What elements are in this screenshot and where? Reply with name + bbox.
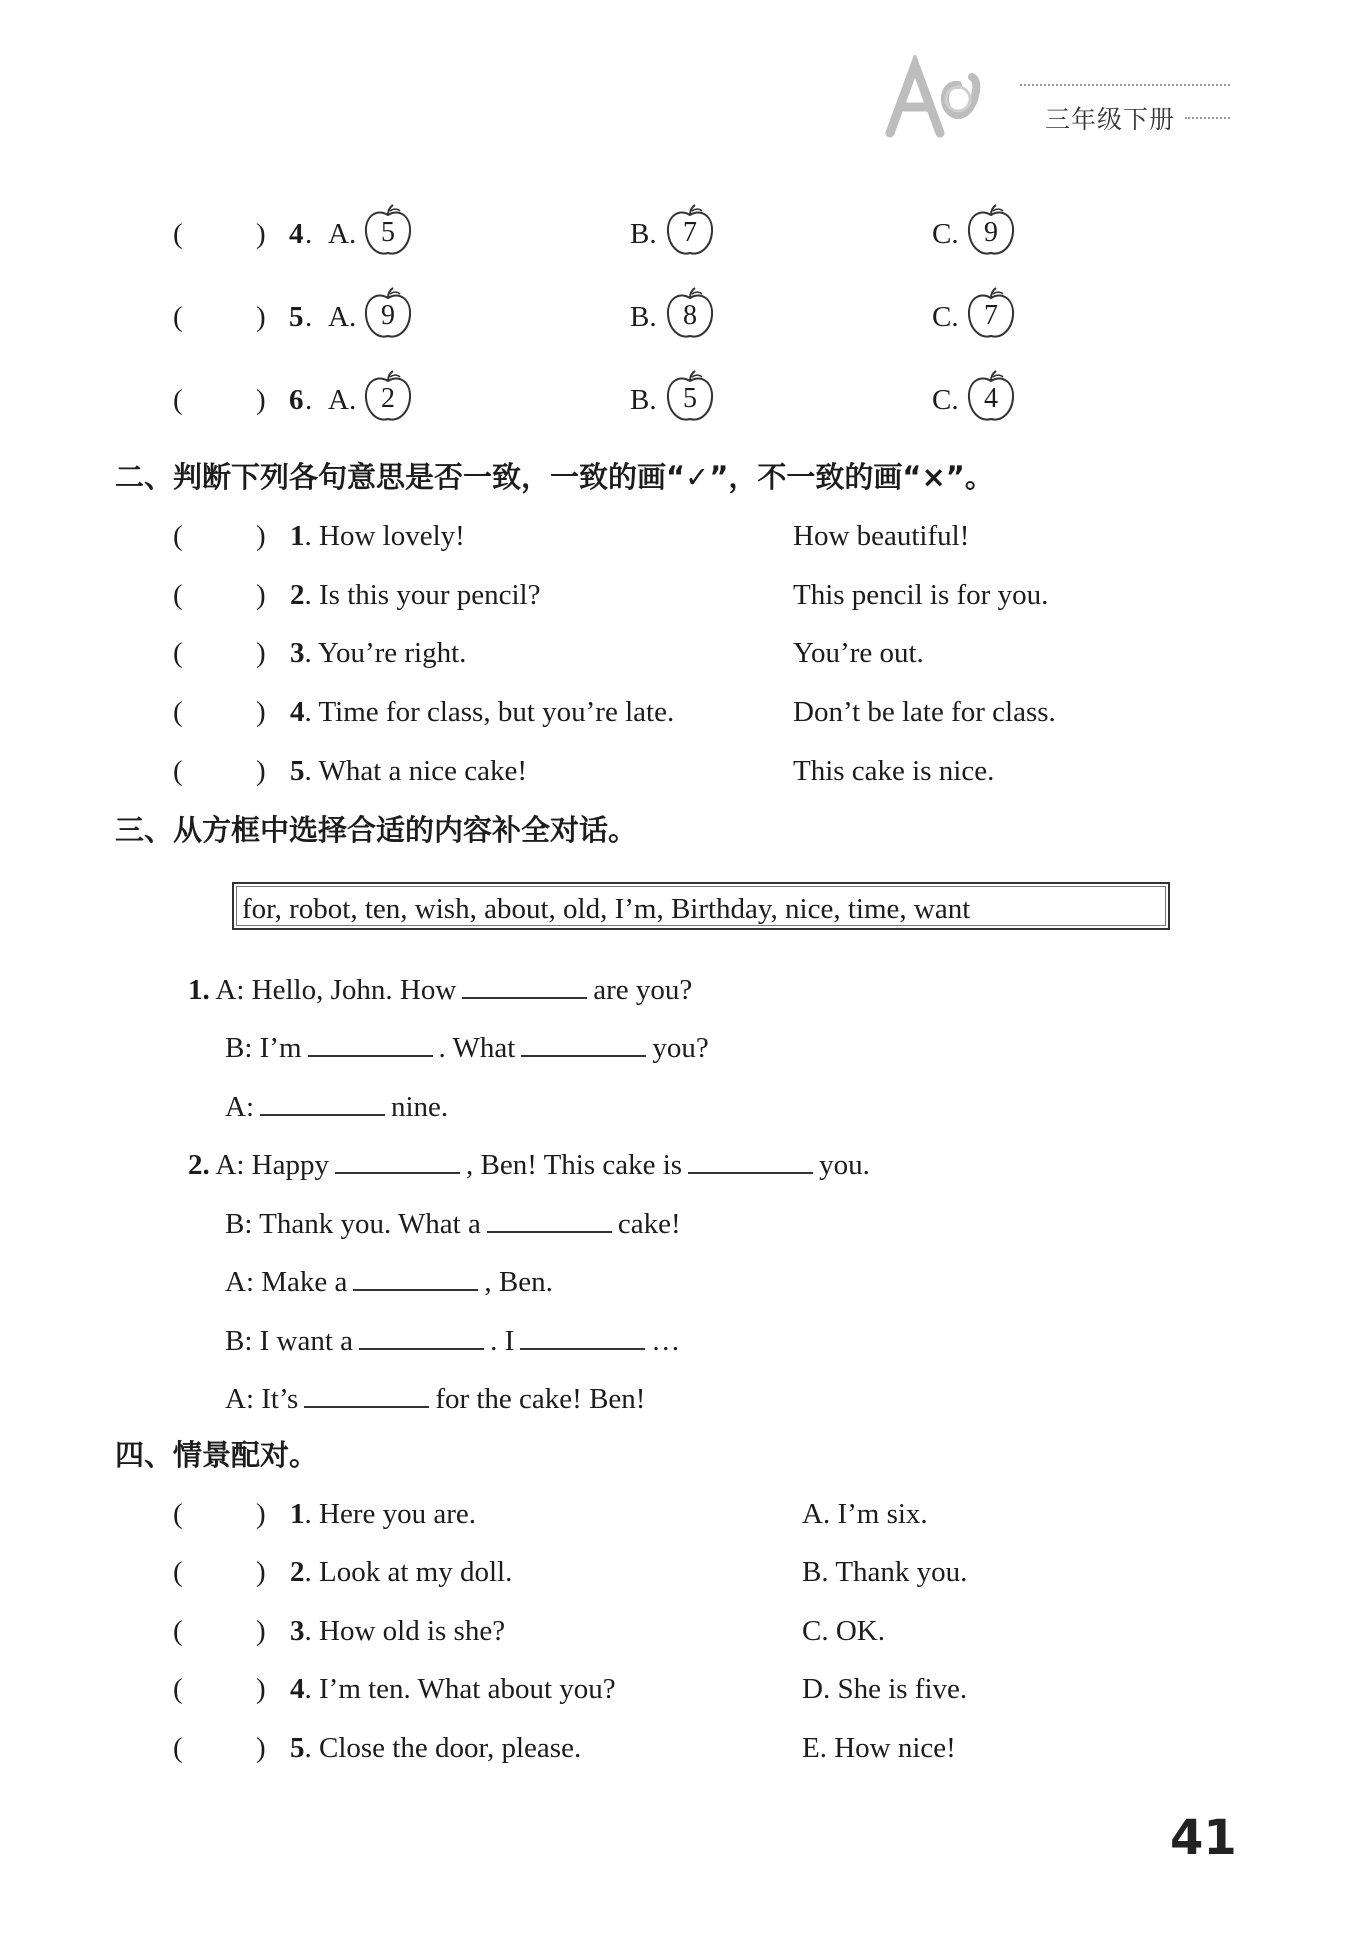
response-option: B. Thank you. — [802, 1556, 968, 1588]
apple-icon[interactable] — [363, 204, 413, 258]
paren-right: ) — [256, 1732, 266, 1764]
paren-left: ( — [173, 301, 183, 333]
apple-icon[interactable] — [966, 370, 1016, 424]
dialogue2-line5: A: It’s for the cake! Ben! — [225, 1383, 646, 1415]
apple-icon[interactable] — [665, 204, 715, 258]
option-label-b: B. — [630, 218, 657, 250]
sentence-text: . Time for class, but you’re late. — [304, 696, 675, 728]
page-number: 41 — [1170, 1810, 1237, 1866]
sentence-left — [290, 639, 466, 668]
question-number: 5 — [289, 301, 304, 333]
sentence-text: . Look at my doll. — [304, 1556, 513, 1588]
situation-text — [290, 1617, 505, 1646]
apple-icon[interactable] — [966, 204, 1016, 258]
paren-left: ( — [173, 218, 183, 250]
paren-left: ( — [173, 637, 183, 669]
answer-slot[interactable] — [190, 633, 250, 669]
grade-label: 三年级下册 — [1045, 105, 1176, 134]
paren-left: ( — [173, 696, 183, 728]
sentence-text: . You’re right. — [304, 637, 467, 669]
apple-icon[interactable] — [665, 287, 715, 341]
paren-left: ( — [173, 579, 183, 611]
paren-left: ( — [173, 755, 183, 787]
question-number: 4 — [290, 1673, 305, 1705]
section2-heading: 二、判断下列各句意思是否一致，一致的画“✓”，不一致的画“×”。 — [115, 460, 994, 494]
sentence-text: . Close the door, please. — [304, 1732, 582, 1764]
answer-slot[interactable] — [190, 380, 250, 416]
sentence-right: This pencil is for you. — [793, 579, 1049, 611]
series-logo — [880, 55, 1015, 140]
apple-number: 7 — [984, 300, 998, 331]
paren-right: ) — [256, 696, 266, 728]
question-number: 4 — [289, 218, 304, 250]
answer-slot[interactable] — [190, 575, 250, 611]
situation-text — [290, 1734, 581, 1763]
sentence-left — [290, 581, 540, 610]
paren-right: ) — [256, 218, 266, 250]
sentence-left — [290, 698, 674, 727]
question-number: 3 — [290, 637, 305, 669]
paren-right: ) — [256, 520, 266, 552]
response-option: A. I’m six. — [802, 1498, 928, 1530]
option-label-a: A. — [328, 301, 357, 333]
dialogue1-line3: A: nine. — [225, 1091, 449, 1123]
option-label-b: B. — [630, 384, 657, 416]
sentence-text: . What a nice cake! — [304, 755, 527, 787]
answer-slot[interactable] — [190, 1728, 250, 1764]
response-option: C. OK. — [802, 1615, 885, 1647]
answer-blank[interactable] — [521, 1031, 646, 1057]
option-label-b: B. — [630, 301, 657, 333]
header-dotted-line — [1020, 84, 1230, 86]
sentence-text: . Here you are. — [304, 1498, 476, 1530]
question-number: 2 — [290, 1556, 305, 1588]
paren-left: ( — [173, 1732, 183, 1764]
paren-right: ) — [256, 1615, 266, 1647]
question-number: 5 — [290, 1732, 305, 1764]
situation-text — [290, 1500, 476, 1529]
answer-slot[interactable] — [190, 1669, 250, 1705]
sentence-right: You’re out. — [793, 637, 924, 669]
paren-right: ) — [256, 755, 266, 787]
question-number: 1 — [290, 1498, 305, 1530]
dialogue-number: 1. — [188, 974, 210, 1006]
dialogue-number: 2. — [188, 1149, 210, 1181]
apple-number: 9 — [984, 217, 998, 248]
answer-blank[interactable] — [304, 1382, 429, 1408]
response-option: E. How nice! — [802, 1732, 956, 1764]
question-number: 1 — [290, 520, 305, 552]
dialogue1-line1: 1. A: Hello, John. How are you? — [188, 974, 693, 1006]
paren-right: ) — [256, 384, 266, 416]
answer-slot[interactable] — [190, 297, 250, 333]
sentence-right: Don’t be late for class. — [793, 696, 1056, 728]
question-number: 5 — [290, 755, 305, 787]
paren-left: ( — [173, 1556, 183, 1588]
answer-blank[interactable] — [335, 1148, 460, 1174]
option-label-a: A. — [328, 384, 357, 416]
sentence-right: This cake is nice. — [793, 755, 995, 787]
paren-right: ) — [256, 301, 266, 333]
paren-right: ) — [256, 579, 266, 611]
section3-heading: 三、从方框中选择合适的内容补全对话。 — [115, 813, 638, 847]
sentence-left — [290, 522, 465, 551]
question-number: 6 — [289, 384, 304, 416]
paren-left: ( — [173, 1615, 183, 1647]
question-number: 2 — [290, 579, 305, 611]
apple-number: 7 — [683, 217, 697, 248]
paren-left: ( — [173, 520, 183, 552]
paren-right: ) — [256, 1556, 266, 1588]
dialogue2-line1: 2. A: Happy , Ben! This cake is you. — [188, 1149, 870, 1181]
apple-number: 5 — [683, 383, 697, 414]
paren-right: ) — [256, 1673, 266, 1705]
sentence-right: How beautiful! — [793, 520, 970, 552]
dot: . — [305, 218, 313, 250]
sentence-left — [290, 757, 527, 786]
apple-number: 2 — [381, 383, 395, 414]
apple-icon[interactable] — [363, 370, 413, 424]
response-option: D. She is five. — [802, 1673, 968, 1705]
answer-slot[interactable] — [190, 516, 250, 552]
paren-left: ( — [173, 1673, 183, 1705]
apple-icon[interactable] — [966, 287, 1016, 341]
header-dotted-line-end — [1185, 117, 1230, 119]
sentence-text: . I’m ten. What about you? — [304, 1673, 616, 1705]
answer-blank[interactable] — [359, 1324, 484, 1350]
answer-blank[interactable] — [260, 1090, 385, 1116]
paren-left: ( — [173, 384, 183, 416]
question-number: 4 — [290, 696, 305, 728]
word-box-text: for, robot, ten, wish, about, old, I’m, Birthday, nice, time, want — [242, 893, 971, 925]
apple-number: 8 — [683, 300, 697, 331]
answer-slot[interactable] — [190, 214, 250, 250]
section4-heading: 四、情景配对。 — [115, 1438, 319, 1472]
apple-number: 5 — [381, 217, 395, 248]
dialogue2-line2: B: Thank you. What a cake! — [225, 1208, 681, 1240]
answer-blank[interactable] — [462, 973, 587, 999]
dialogue2-line3: A: Make a , Ben. — [225, 1266, 553, 1298]
answer-slot[interactable] — [190, 1552, 250, 1588]
situation-text — [290, 1558, 512, 1587]
answer-blank[interactable] — [487, 1207, 612, 1233]
question-number: 3 — [290, 1615, 305, 1647]
paren-right: ) — [256, 1498, 266, 1530]
apple-number: 9 — [381, 300, 395, 331]
sentence-text: . Is this your pencil? — [304, 579, 541, 611]
apple-icon[interactable] — [363, 287, 413, 341]
answer-slot[interactable] — [190, 1494, 250, 1530]
dialogue1-line2: B: I’m . What you? — [225, 1032, 709, 1064]
answer-slot[interactable] — [190, 1611, 250, 1647]
answer-slot[interactable] — [190, 751, 250, 787]
paren-right: ) — [256, 637, 266, 669]
situation-text — [290, 1675, 616, 1704]
dot: . — [305, 301, 313, 333]
sentence-text: . How lovely! — [304, 520, 465, 552]
answer-blank[interactable] — [308, 1031, 433, 1057]
dialogue2-line4: B: I want a . I … — [225, 1325, 681, 1357]
option-label-c: C. — [932, 384, 959, 416]
answer-blank[interactable] — [520, 1324, 645, 1350]
answer-slot[interactable] — [190, 692, 250, 728]
apple-number: 4 — [984, 383, 998, 414]
option-label-c: C. — [932, 301, 959, 333]
apple-icon[interactable] — [665, 370, 715, 424]
paren-left: ( — [173, 1498, 183, 1530]
option-label-a: A. — [328, 218, 357, 250]
answer-blank[interactable] — [353, 1265, 478, 1291]
dot: . — [305, 384, 313, 416]
sentence-text: . How old is she? — [304, 1615, 506, 1647]
answer-blank[interactable] — [688, 1148, 813, 1174]
option-label-c: C. — [932, 218, 959, 250]
